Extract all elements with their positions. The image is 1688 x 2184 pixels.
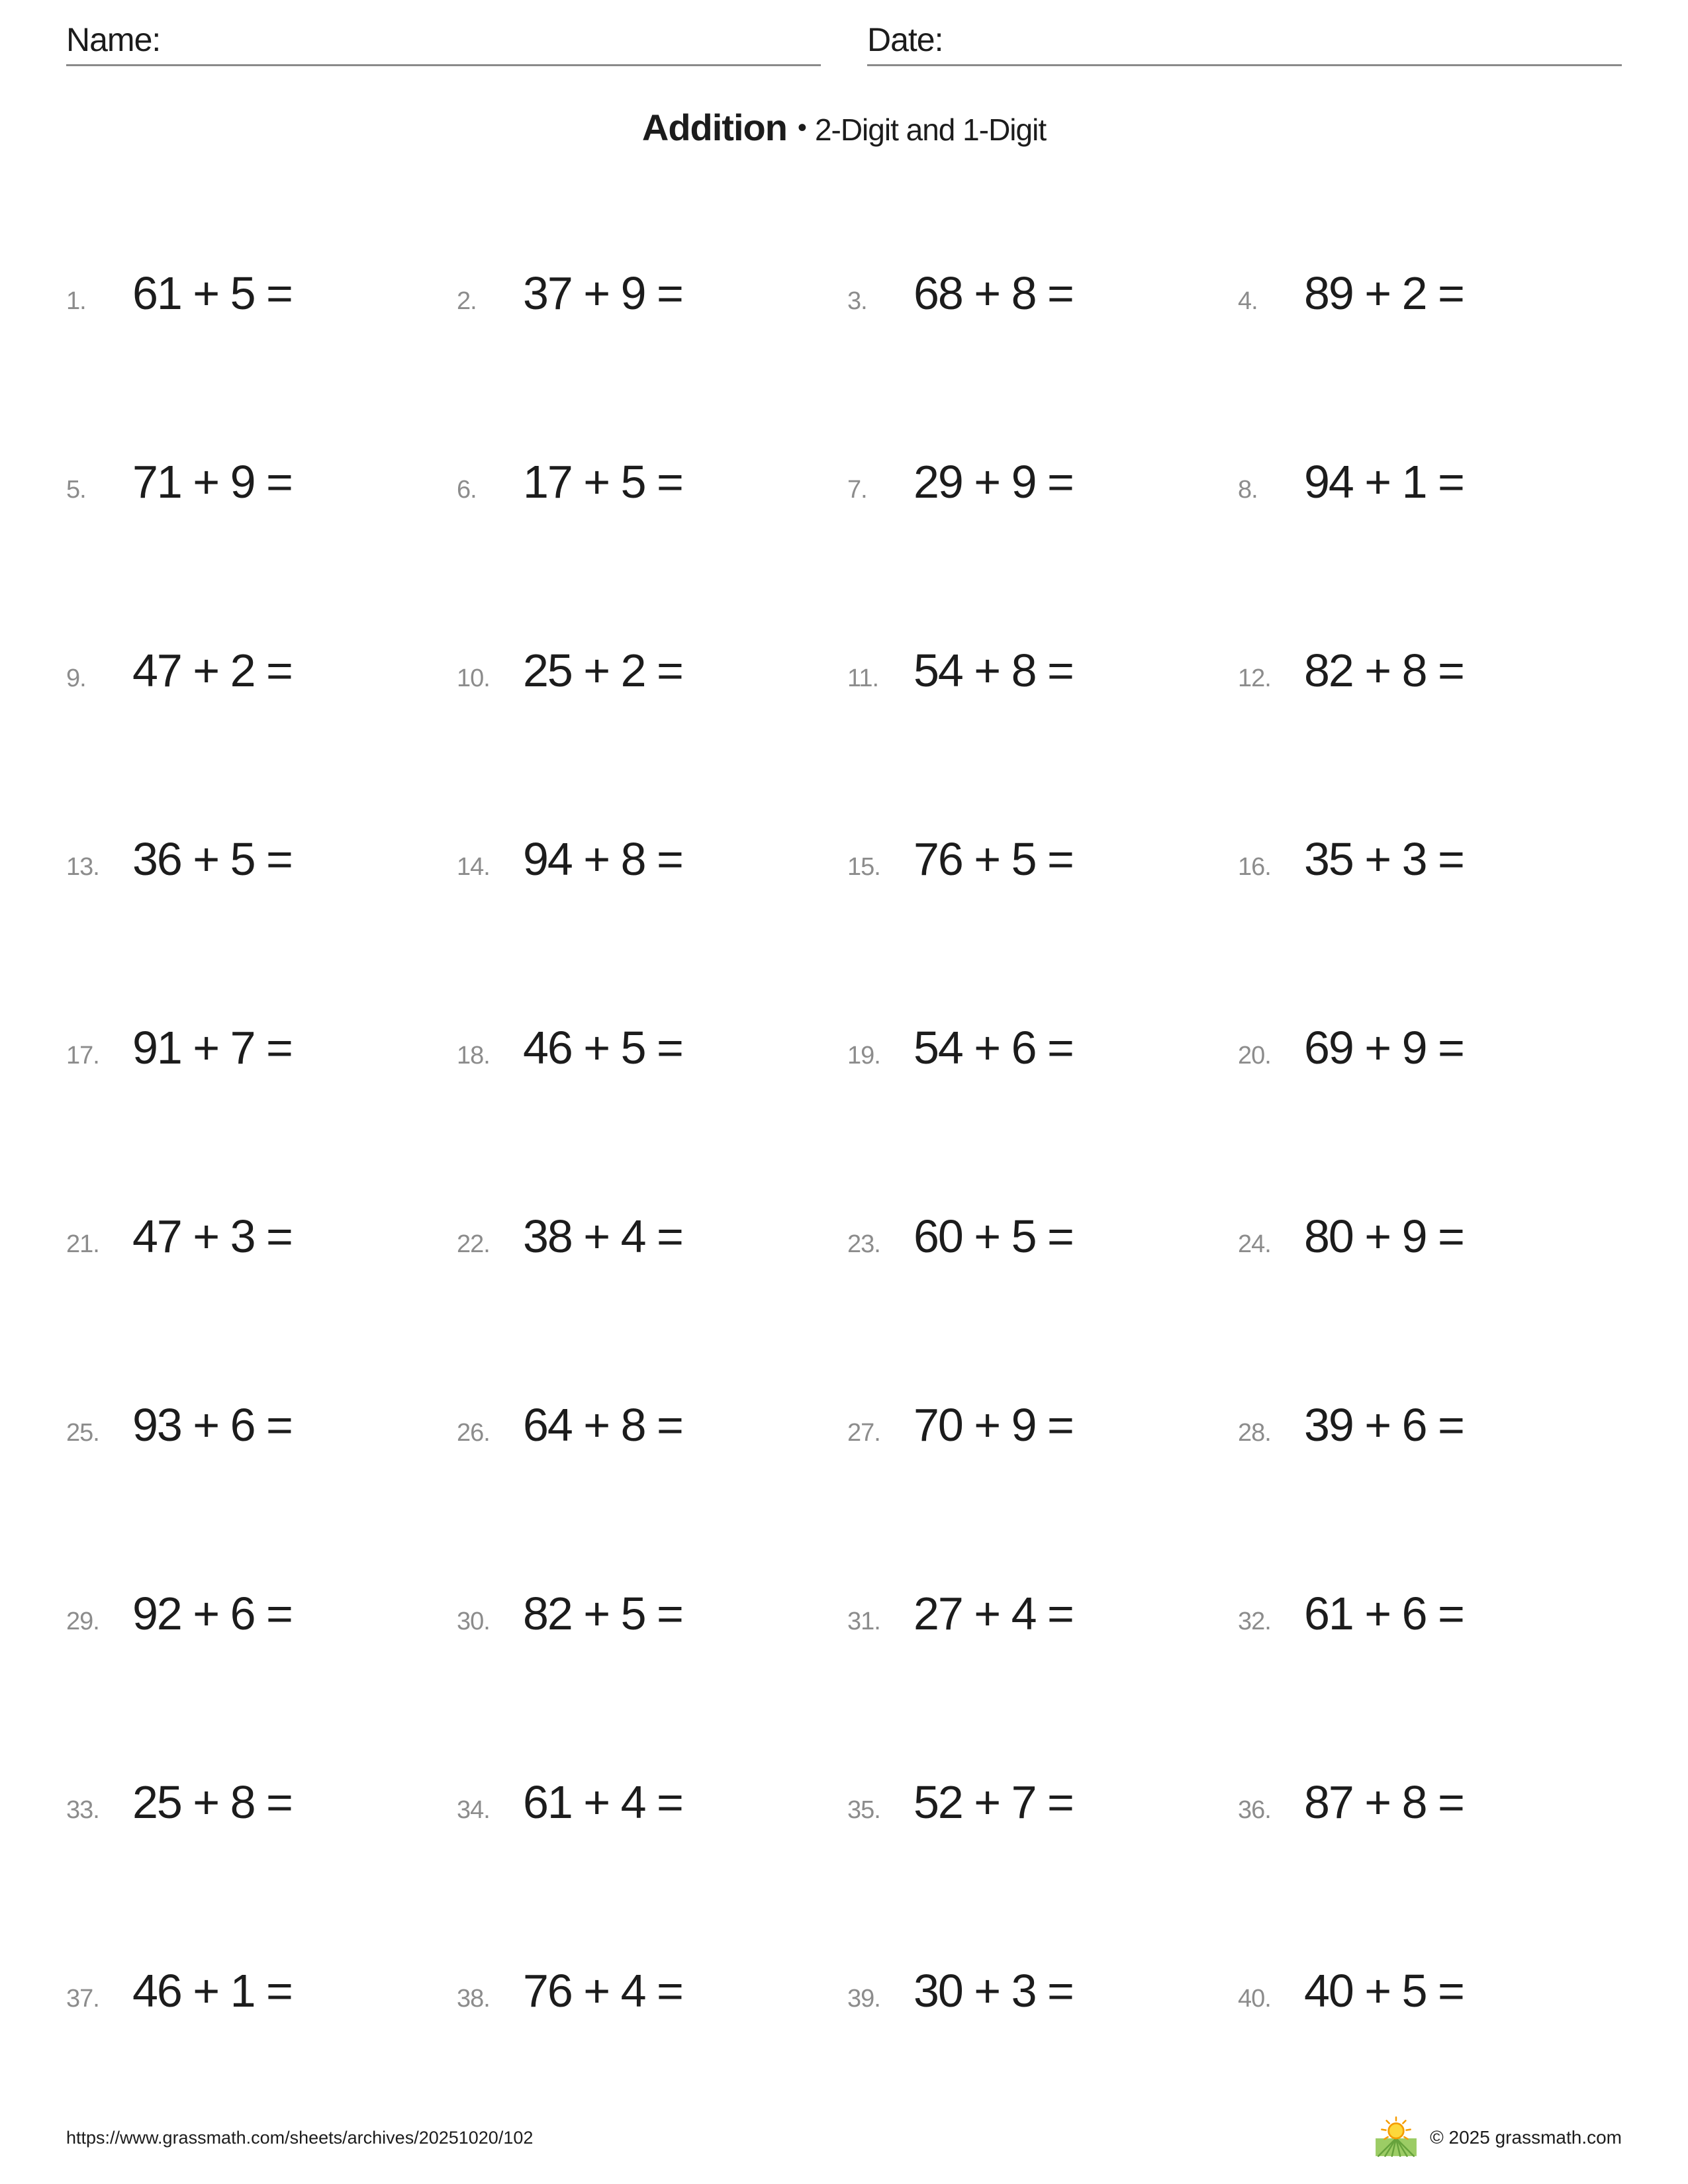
problem-item [457, 644, 847, 697]
problem-item [847, 267, 1238, 320]
problem-expression: 64 + 8 = [523, 1398, 682, 1451]
sun-over-grass-icon [1374, 2116, 1418, 2160]
problem-expression: 40 + 5 = [1304, 1964, 1464, 2017]
problem-expression: 61 + 6 = [1304, 1587, 1464, 1639]
problem-item [66, 1210, 457, 1263]
problem-expression: 37 + 9 = [523, 267, 682, 319]
problem-expression: 69 + 9 = [1304, 1021, 1464, 1073]
problem-item [66, 1398, 457, 1451]
problem-number: 19. [847, 1041, 880, 1069]
problem-item [1238, 1776, 1628, 1829]
footer-url: https://www.grassmath.com/sheets/archives/20251020/102 [66, 2127, 534, 2148]
problem-item [847, 1964, 1238, 2017]
problem-expression: 80 + 9 = [1304, 1210, 1464, 1262]
problem-number: 7. [847, 475, 867, 504]
problem-number: 4. [1238, 287, 1258, 315]
problem-item [1238, 1021, 1628, 1074]
problem-number: 21. [66, 1230, 99, 1258]
problem-item [457, 1021, 847, 1074]
problem-number: 28. [1238, 1418, 1271, 1447]
page-subtitle: 2-Digit and 1-Digit [814, 113, 1047, 147]
problem-number: 13. [66, 852, 99, 881]
problem-number: 15. [847, 852, 880, 881]
problem-number: 36. [1238, 1796, 1271, 1824]
problem-expression: 54 + 8 = [914, 644, 1073, 696]
problem-item [1238, 1210, 1628, 1263]
problem-expression: 70 + 9 = [914, 1398, 1073, 1451]
problem-number: 6. [457, 475, 477, 504]
problem-item [457, 1776, 847, 1829]
problem-item [457, 1210, 847, 1263]
problem-item [66, 833, 457, 886]
problem-expression: 47 + 3 = [132, 1210, 292, 1262]
problem-number: 32. [1238, 1607, 1271, 1635]
problem-expression: 38 + 4 = [523, 1210, 682, 1262]
problem-expression: 60 + 5 = [914, 1210, 1073, 1262]
problem-number: 38. [457, 1984, 490, 2013]
problem-item [847, 833, 1238, 886]
problem-item [66, 1021, 457, 1074]
problem-number: 12. [1238, 664, 1271, 692]
problem-expression: 94 + 8 = [523, 833, 682, 885]
problem-item [1238, 455, 1628, 508]
problem-number: 17. [66, 1041, 99, 1069]
problem-expression: 61 + 4 = [523, 1776, 682, 1828]
problem-expression: 30 + 3 = [914, 1964, 1073, 2017]
problem-expression: 82 + 8 = [1304, 644, 1464, 696]
problem-item [66, 455, 457, 508]
problem-number: 18. [457, 1041, 490, 1069]
problem-number: 35. [847, 1796, 880, 1824]
footer [66, 2113, 1622, 2163]
problem-expression: 39 + 6 = [1304, 1398, 1464, 1451]
problem-number: 37. [66, 1984, 99, 2013]
problem-number: 10. [457, 664, 490, 692]
problem-item [457, 1398, 847, 1451]
problem-item [66, 1776, 457, 1829]
problem-expression: 93 + 6 = [132, 1398, 292, 1451]
problem-number: 24. [1238, 1230, 1271, 1258]
problem-expression: 25 + 2 = [523, 644, 682, 696]
problem-item [66, 267, 457, 320]
problem-item [1238, 1587, 1628, 1640]
problem-expression: 76 + 4 = [523, 1964, 682, 2017]
problems-grid [66, 199, 1628, 2085]
problem-expression: 71 + 9 = [132, 455, 292, 508]
problem-expression: 54 + 6 = [914, 1021, 1073, 1073]
problem-number: 39. [847, 1984, 880, 2013]
problem-expression: 89 + 2 = [1304, 267, 1464, 319]
problem-item [457, 455, 847, 508]
footer-copyright: © 2025 grassmath.com [1430, 2127, 1622, 2148]
problem-item [66, 1587, 457, 1640]
problem-number: 14. [457, 852, 490, 881]
problem-item [847, 644, 1238, 697]
problem-item [1238, 1964, 1628, 2017]
footer-branding [1374, 2116, 1622, 2160]
problem-number: 16. [1238, 852, 1271, 881]
problem-number: 20. [1238, 1041, 1271, 1069]
problem-expression: 68 + 8 = [914, 267, 1073, 319]
problem-expression: 35 + 3 = [1304, 833, 1464, 885]
problem-item [66, 644, 457, 697]
problem-item [1238, 1398, 1628, 1451]
problem-expression: 76 + 5 = [914, 833, 1073, 885]
name-field [66, 21, 821, 66]
problem-item [66, 1964, 457, 2017]
problem-item [1238, 833, 1628, 886]
name-label: Name: [66, 21, 161, 58]
page-title: Addition [641, 107, 787, 148]
problem-number: 8. [1238, 475, 1258, 504]
problem-number: 30. [457, 1607, 490, 1635]
problem-number: 27. [847, 1418, 880, 1447]
problem-expression: 52 + 7 = [914, 1776, 1073, 1828]
problem-item [847, 1210, 1238, 1263]
problem-number: 9. [66, 664, 86, 692]
problem-item [847, 1398, 1238, 1451]
problem-item [457, 267, 847, 320]
problem-expression: 82 + 5 = [523, 1587, 682, 1639]
problem-number: 34. [457, 1796, 490, 1824]
problem-expression: 87 + 8 = [1304, 1776, 1464, 1828]
header [66, 21, 1622, 66]
problem-expression: 17 + 5 = [523, 455, 682, 508]
problem-number: 29. [66, 1607, 99, 1635]
problem-item [847, 1776, 1238, 1829]
problem-expression: 25 + 8 = [132, 1776, 292, 1828]
problem-number: 22. [457, 1230, 490, 1258]
problem-number: 25. [66, 1418, 99, 1447]
problem-number: 23. [847, 1230, 880, 1258]
problem-expression: 46 + 5 = [523, 1021, 682, 1073]
problem-number: 11. [847, 664, 879, 692]
date-field [867, 21, 1622, 66]
title-row [0, 106, 1688, 149]
problem-item [847, 455, 1238, 508]
title-separator: • [797, 113, 807, 142]
problem-number: 2. [457, 287, 477, 315]
problem-item [1238, 644, 1628, 697]
problem-expression: 47 + 2 = [132, 644, 292, 696]
problem-expression: 36 + 5 = [132, 833, 292, 885]
problem-item [457, 1964, 847, 2017]
problem-item [847, 1021, 1238, 1074]
problem-expression: 91 + 7 = [132, 1021, 292, 1073]
problem-number: 33. [66, 1796, 99, 1824]
problem-item [457, 1587, 847, 1640]
problem-expression: 27 + 4 = [914, 1587, 1073, 1639]
problem-number: 26. [457, 1418, 490, 1447]
problem-number: 40. [1238, 1984, 1271, 2013]
problem-expression: 61 + 5 = [132, 267, 292, 319]
problem-item [847, 1587, 1238, 1640]
problem-item [457, 833, 847, 886]
problem-number: 1. [66, 287, 86, 315]
problem-number: 3. [847, 287, 867, 315]
date-label: Date: [867, 21, 943, 58]
problem-expression: 92 + 6 = [132, 1587, 292, 1639]
problem-expression: 46 + 1 = [132, 1964, 292, 2017]
problem-number: 31. [847, 1607, 880, 1635]
problem-item [1238, 267, 1628, 320]
problem-expression: 94 + 1 = [1304, 455, 1464, 508]
problem-expression: 29 + 9 = [914, 455, 1073, 508]
problem-number: 5. [66, 475, 86, 504]
